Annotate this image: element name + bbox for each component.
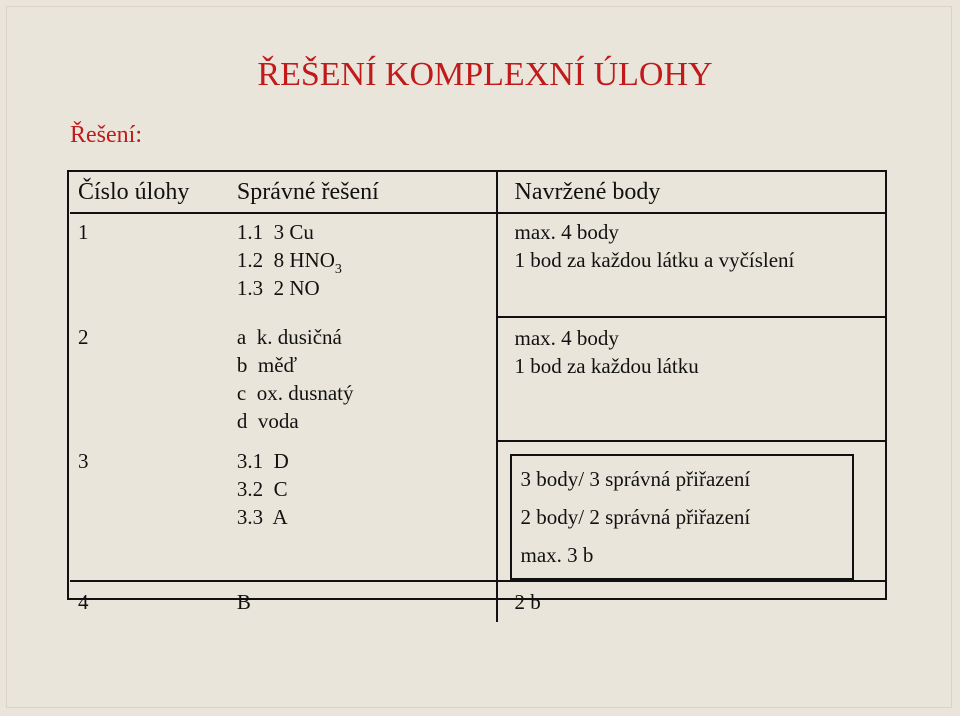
solution-line	[237, 475, 497, 503]
task-number: 1	[70, 213, 225, 317]
solution-value: 2 NO	[273, 276, 320, 300]
solution-value: 3 Cu	[273, 220, 314, 244]
points-line: 1 bod za každou látku	[514, 354, 699, 378]
page-title: ŘEŠENÍ KOMPLEXNÍ ÚLOHY	[257, 56, 713, 93]
solution-value: voda	[257, 409, 299, 433]
solution-line	[237, 407, 497, 435]
task-number: 4	[70, 581, 225, 622]
points-line: max. 4 body	[514, 326, 619, 350]
solution-key: 1.3	[236, 276, 264, 300]
solution-key: 1.1	[236, 220, 264, 244]
solution-line	[236, 246, 497, 277]
solution-line	[237, 218, 497, 246]
task-number: 2	[78, 325, 89, 349]
solution-key: c	[236, 381, 247, 405]
solution-cell	[225, 441, 498, 581]
points-line: 2 body/ 2 správná přiřazení	[520, 505, 751, 529]
header-proposed-points: Navržené body	[497, 171, 886, 213]
solution-cell	[225, 317, 498, 441]
solution-key: b	[236, 353, 248, 377]
solution-cell: B	[225, 581, 498, 622]
points-box	[510, 454, 854, 580]
table-row	[70, 317, 886, 441]
header-task-number: Číslo úlohy	[70, 171, 225, 213]
task-number: 3	[78, 449, 89, 473]
solution-line	[237, 323, 497, 351]
solution-value: ox. dusnatý	[256, 381, 354, 405]
table-header-row	[70, 171, 886, 213]
points-cell	[497, 317, 886, 441]
points-cell	[497, 213, 886, 317]
header-correct-solution: Správné řešení	[225, 171, 498, 213]
solution-key: 1.2	[236, 248, 264, 272]
solution-value: A	[272, 505, 288, 529]
solution-value: D	[273, 449, 289, 473]
solution-line	[237, 379, 497, 407]
solution-line	[237, 503, 497, 531]
table-row	[70, 441, 886, 581]
subscript: 3	[334, 262, 342, 277]
solution-value: k. dusičná	[256, 325, 342, 349]
points-line: 3 body/ 3 správná přiřazení	[520, 467, 751, 491]
solution-line	[237, 351, 497, 379]
points-line: max. 4 body	[514, 220, 619, 244]
solution-cell	[225, 213, 498, 317]
points-cell	[497, 441, 886, 581]
solution-value: měď	[257, 353, 298, 377]
solution-value: 8 HNO	[273, 248, 335, 272]
table-row	[70, 581, 886, 622]
solution-line	[237, 274, 497, 302]
section-subtitle: Řešení:	[70, 122, 142, 148]
table-row	[70, 213, 886, 317]
solution-key: 3.3	[236, 505, 264, 529]
solution-key: 3.2	[236, 477, 264, 501]
solution-key: a	[236, 325, 247, 349]
solution-table	[70, 170, 886, 622]
points-cell: 2 b	[497, 581, 886, 622]
solution-value: C	[273, 477, 288, 501]
points-line: max. 3 b	[520, 543, 594, 567]
solution-line	[237, 447, 497, 475]
solution-key: d	[236, 409, 248, 433]
points-line: 1 bod za každou látku a vyčíslení	[514, 248, 795, 272]
solution-key: 3.1	[236, 449, 264, 473]
